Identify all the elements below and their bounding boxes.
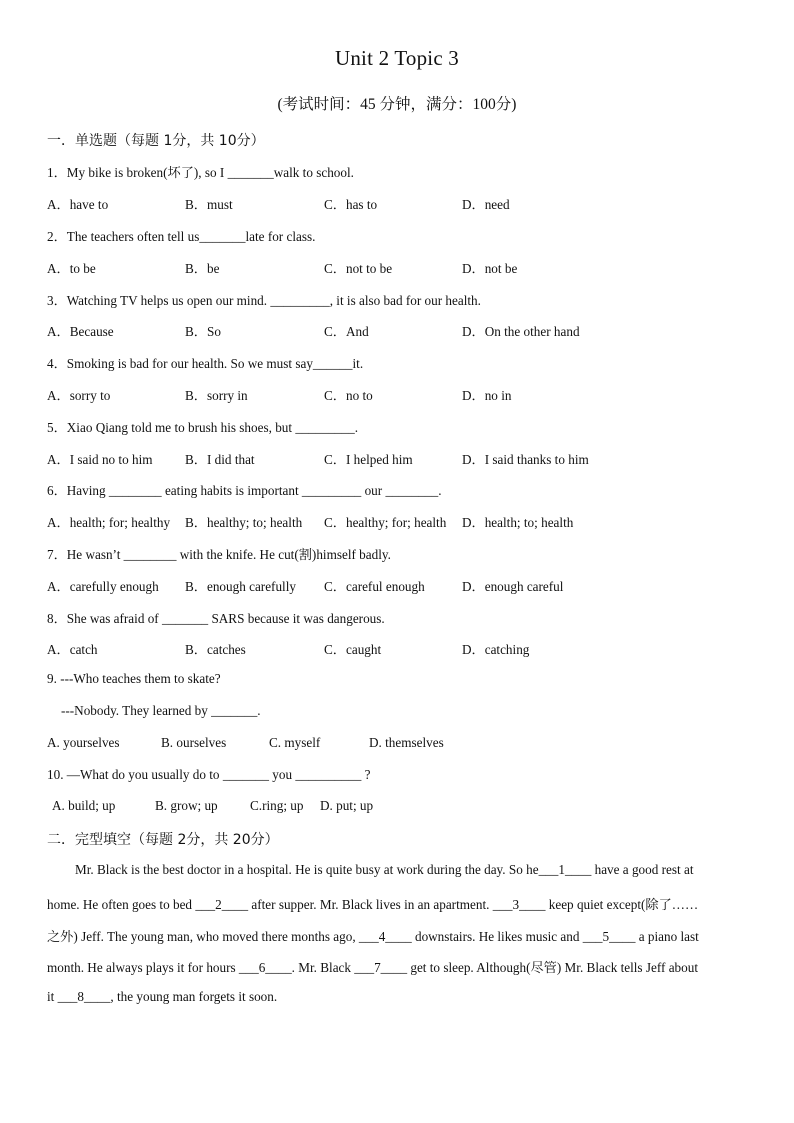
option-b[interactable]: B. ourselves xyxy=(161,735,227,750)
option-c[interactable]: C. myself xyxy=(269,735,321,750)
cloze-line: 之外) Jeff. The young man, who moved there months ago, ___4____ downstairs. He likes music and ___5____ a piano last xyxy=(47,929,699,944)
question-stem: 3．Watching TV helps us open our mind. _________, it is also bad for our health. xyxy=(47,293,481,308)
exam-info: (考试时间：45 分钟，满分：100分) xyxy=(277,96,517,113)
option-c[interactable]: C．I helped him xyxy=(324,452,413,467)
option-a[interactable]: A. build; up xyxy=(52,798,116,813)
question-options xyxy=(47,258,767,278)
option-d[interactable]: D．enough careful xyxy=(462,579,564,594)
cloze-line: month. He always plays it for hours ___6____. Mr. Black ___7____ get to sleep. Although(尽管) Mr. Black tells Jeff about xyxy=(47,960,698,975)
question-stem: 6．Having ________ eating habits is important _________ our ________. xyxy=(47,483,442,498)
option-a[interactable]: A．I said no to him xyxy=(47,452,153,467)
option-c[interactable]: C.ring; up xyxy=(250,798,304,813)
page-title: Unit 2 Topic 3 xyxy=(334,46,460,70)
question-stem: 2．The teachers often tell us_______late for class. xyxy=(47,229,316,244)
option-d[interactable]: D．need xyxy=(462,197,510,212)
option-b[interactable]: B．sorry in xyxy=(185,388,248,403)
option-b[interactable]: B．enough carefully xyxy=(185,579,296,594)
question-stem: 7．He wasn’t ________ with the knife. He cut(割)himself badly. xyxy=(47,547,391,562)
question-stem: 8．She was afraid of _______ SARS because it was dangerous. xyxy=(47,611,385,626)
option-a[interactable]: A. yourselves xyxy=(47,735,120,750)
option-d[interactable]: D．not be xyxy=(462,261,518,276)
option-a[interactable]: A．Because xyxy=(47,324,114,339)
question-stem: 10. —What do you usually do to _______ you __________ ? xyxy=(47,767,371,782)
option-c[interactable]: C．careful enough xyxy=(324,579,425,594)
option-a[interactable]: A．to be xyxy=(47,261,96,276)
cloze-line: it ___8____, the young man forgets it soon. xyxy=(47,989,278,1004)
question-options xyxy=(47,449,767,469)
option-a[interactable]: A．carefully enough xyxy=(47,579,159,594)
question-options xyxy=(47,735,767,755)
question-options xyxy=(47,194,767,214)
option-d[interactable]: D. put; up xyxy=(320,798,374,813)
option-a[interactable]: A．sorry to xyxy=(47,388,111,403)
question-options xyxy=(47,639,767,659)
option-c[interactable]: C．no to xyxy=(324,388,373,403)
section-heading-cloze: 二．完型填空（每题 2分，共 20分） xyxy=(47,832,279,848)
question-options xyxy=(47,385,767,405)
option-c[interactable]: C．caught xyxy=(324,642,382,657)
question-stem: 5．Xiao Qiang told me to brush his shoes, but _________. xyxy=(47,420,358,435)
option-b[interactable]: B．So xyxy=(185,324,221,339)
option-b[interactable]: B．must xyxy=(185,197,233,212)
question-options xyxy=(47,576,767,596)
option-b[interactable]: B. grow; up xyxy=(155,798,218,813)
question-options xyxy=(47,798,767,818)
option-d[interactable]: D．health; to; health xyxy=(462,515,574,530)
question-stem: 1．My bike is broken(坏了), so I _______walk to school. xyxy=(47,165,354,180)
cloze-line: home. He often goes to bed ___2____ after supper. Mr. Black lives in an apartment. ___3____ keep quiet except(除了…… xyxy=(47,897,699,912)
option-c[interactable]: C．has to xyxy=(324,197,378,212)
question-stem-response: ---Nobody. They learned by _______. xyxy=(61,703,261,718)
option-d[interactable]: D．no in xyxy=(462,388,512,403)
option-d[interactable]: D．catching xyxy=(462,642,530,657)
option-c[interactable]: C．not to be xyxy=(324,261,393,276)
option-c[interactable]: C．And xyxy=(324,324,369,339)
option-a[interactable]: A．have to xyxy=(47,197,109,212)
question-stem: 4．Smoking is bad for our health. So we must say______it. xyxy=(47,356,364,371)
option-b[interactable]: B．be xyxy=(185,261,220,276)
option-b[interactable]: B．catches xyxy=(185,642,246,657)
option-a[interactable]: A．health; for; healthy xyxy=(47,515,171,530)
question-options xyxy=(47,321,767,341)
question-stem: 9. ---Who teaches them to skate? xyxy=(47,671,221,686)
option-d[interactable]: D．On the other hand xyxy=(462,324,580,339)
cloze-line: Mr. Black is the best doctor in a hospital. He is quite busy at work during the day. So he___1____ have a good rest at xyxy=(75,862,694,877)
option-d[interactable]: D．I said thanks to him xyxy=(462,452,589,467)
question-options xyxy=(47,512,767,532)
option-b[interactable]: B．I did that xyxy=(185,452,255,467)
option-a[interactable]: A．catch xyxy=(47,642,98,657)
option-d[interactable]: D. themselves xyxy=(369,735,444,750)
option-c[interactable]: C．healthy; for; health xyxy=(324,515,447,530)
section-heading-single-choice: 一．单选题（每题 1分，共 10分） xyxy=(47,133,265,149)
option-b[interactable]: B．healthy; to; health xyxy=(185,515,303,530)
